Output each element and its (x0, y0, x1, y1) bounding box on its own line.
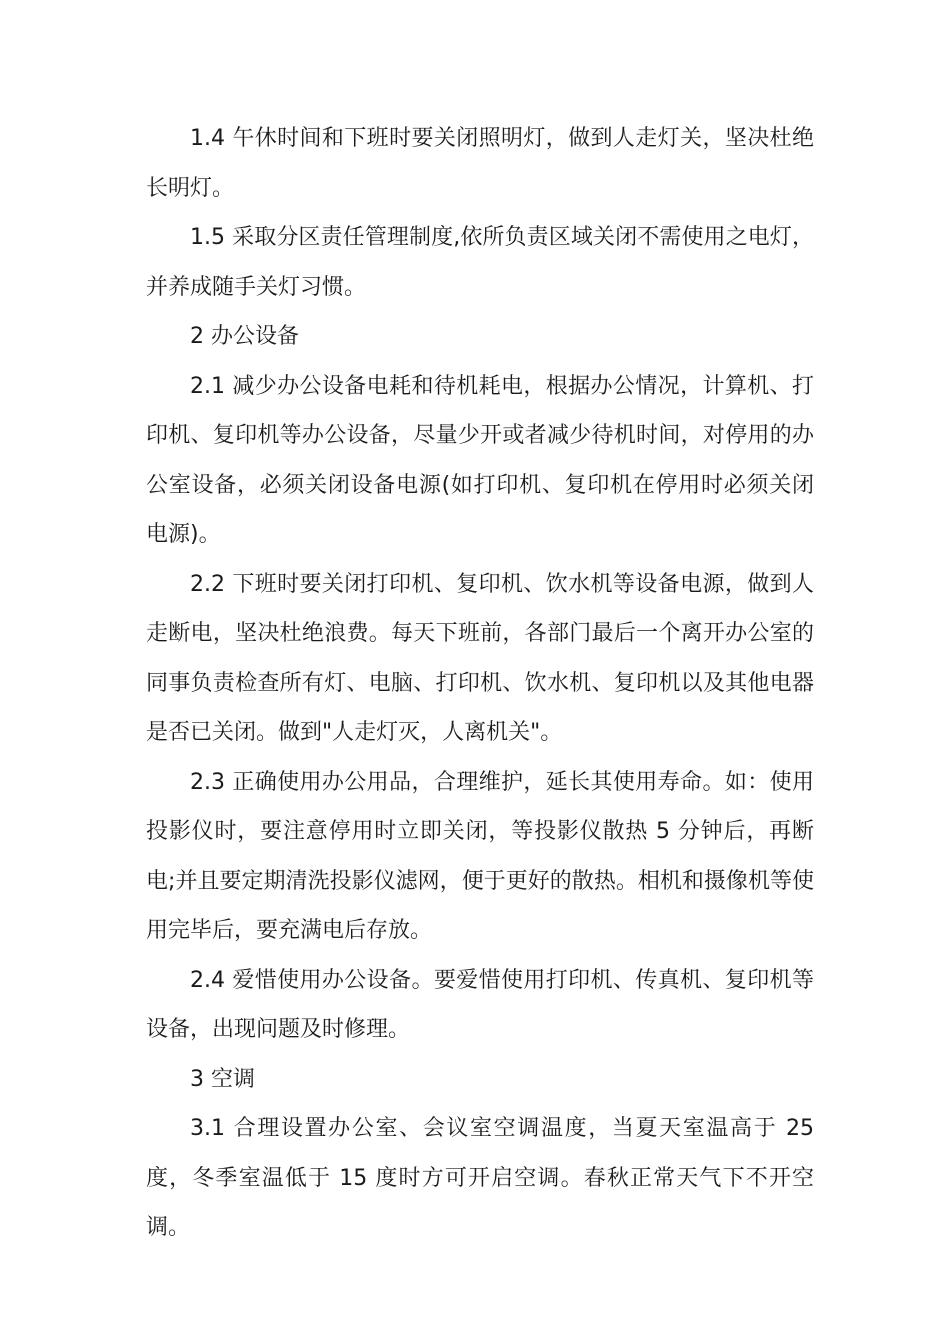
paragraph-1-5: 1.5 采取分区责任管理制度,依所负责区域关闭不需使用之电灯，并养成随手关灯习惯。 (146, 225, 814, 300)
paragraph-2-3: 2.3 正确使用办公用品，合理维护，延长其使用寿命。如：使用投影仪时，要注意停用时立即关闭，等投影仪散热 5 分钟后，再断电;并且要定期清洗投影仪滤网，便于更好的散热。相机和摄像机等使用完毕后，要充满电后存放。 (146, 769, 814, 943)
paragraph-2-2: 2.2 下班时要关闭打印机、复印机、饮水机等设备电源，做到人走断电，坚决杜绝浪费。每天下班前，各部门最后一个离开办公室的同事负责检查所有灯、电脑、打印机、饮水机、复印机以及其他电器是否已关闭。做到"人走灯灭，人离机关"。 (146, 571, 814, 745)
paragraph-3-1: 3.1 合理设置办公室、会议室空调温度，当夏天室温高于 25 度，冬季室温低于 15 度时方可开启空调。春秋正常天气下不开空调。 (146, 1116, 814, 1240)
section-heading-air-conditioning: 3 空调 (190, 1066, 255, 1092)
paragraph-2-1: 2.1 减少办公设备电耗和待机耗电，根据办公情况，计算机、打印机、复印机等办公设备，尽量少开或者减少待机时间，对停用的办公室设备，必须关闭设备电源(如打印机、复印机在停用时必须关闭电源)。 (146, 373, 814, 547)
section-heading-office-equipment: 2 办公设备 (190, 324, 299, 349)
paragraph-1-4: 1.4 午休时间和下班时要关闭照明灯，做到人走灯关，坚决杜绝长明灯。 (146, 126, 814, 201)
paragraph-2-4: 2.4 爱惜使用办公设备。要爱惜使用打印机、传真机、复印机等设备，出现问题及时修理。 (146, 967, 814, 1042)
document-body (146, 114, 814, 1253)
